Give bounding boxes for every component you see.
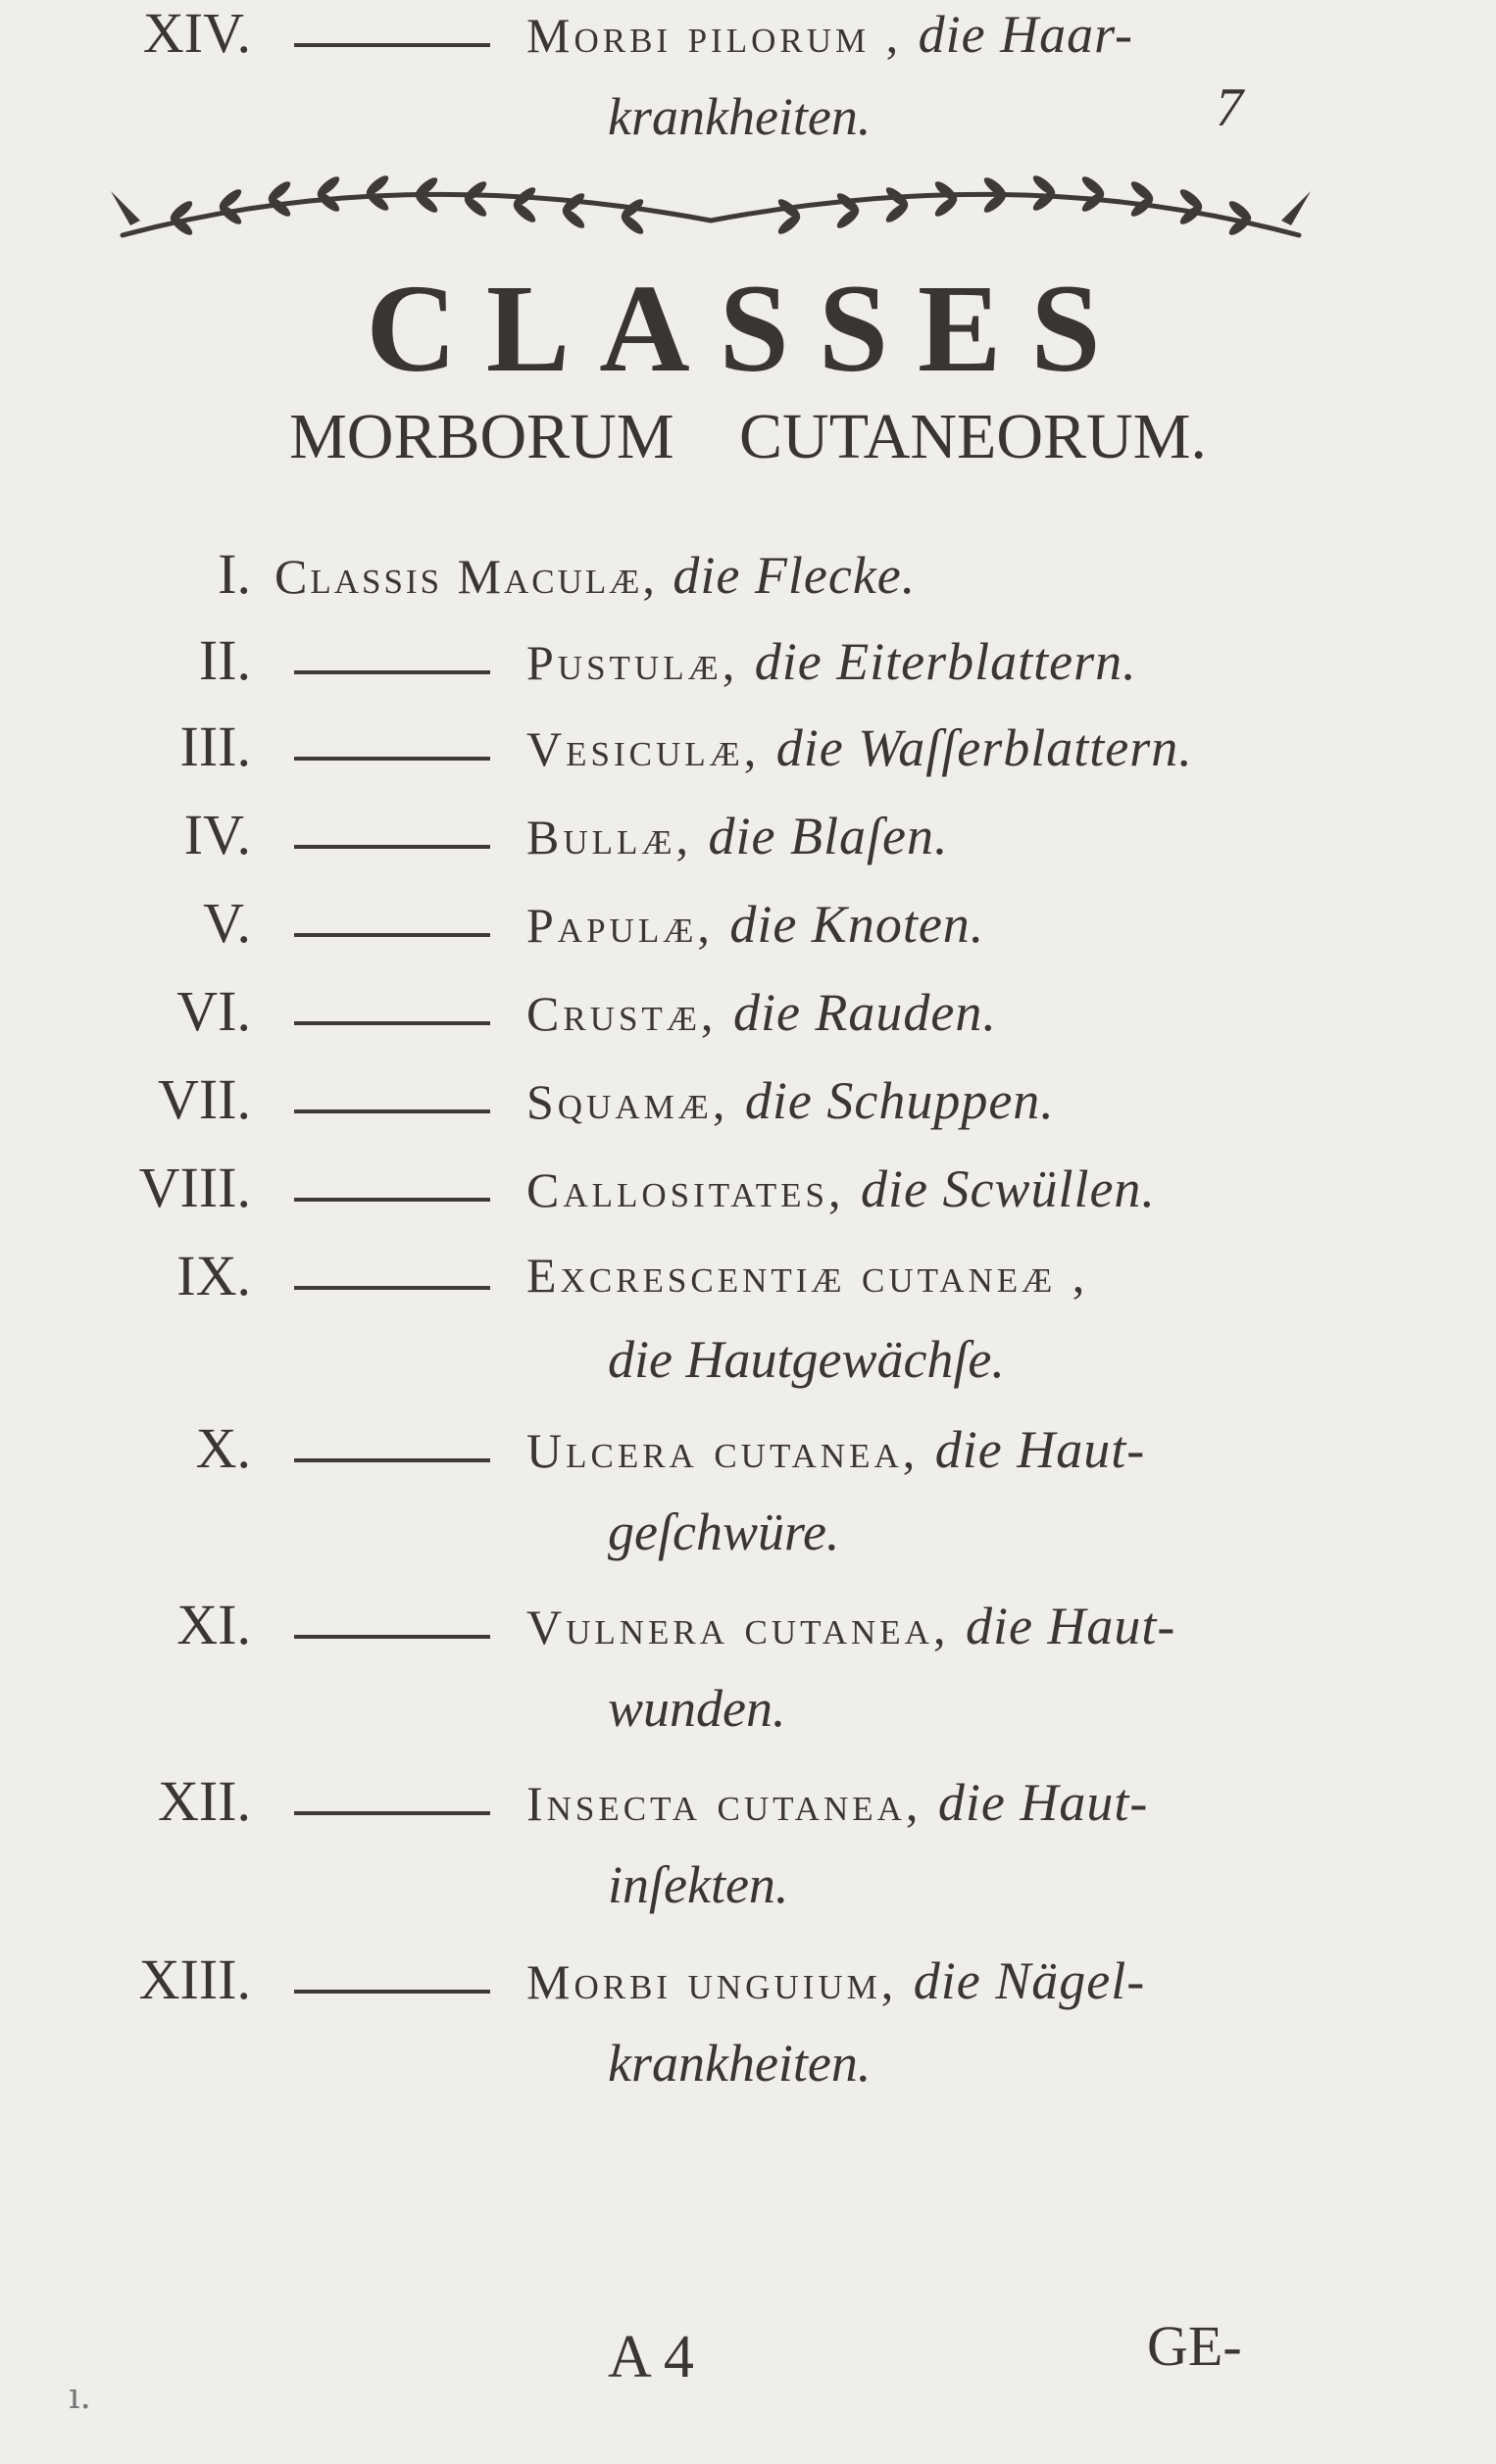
ditto-dash — [294, 1811, 490, 1815]
latin-term: Crustæ, — [526, 986, 718, 1041]
german-term: die Eiterblattern. — [754, 632, 1137, 691]
ditto-dash — [294, 933, 490, 937]
latin-term: Papulæ, — [526, 898, 714, 953]
latin-term: Ulcera cutanea, — [526, 1423, 920, 1478]
class-number: IX. — [176, 1244, 251, 1307]
german-term: die Haar- — [918, 5, 1133, 64]
class-entry — [0, 714, 1496, 802]
german-term: die Flecke. — [673, 546, 917, 605]
class-entry — [0, 1415, 1496, 1561]
german-term: die Haut- — [965, 1597, 1176, 1655]
class-entry-text — [526, 4, 1133, 65]
class-number: XIV. — [142, 1, 251, 65]
ditto-dash — [294, 1021, 490, 1025]
class-number: I. — [218, 542, 251, 606]
latin-term: Maculæ, — [457, 549, 658, 604]
class-number: IV. — [183, 803, 251, 866]
ditto-dash — [294, 1109, 490, 1113]
german-term: die Blaſen. — [708, 807, 949, 865]
margin-mark: ı. — [69, 2377, 91, 2417]
class-entry-text — [526, 1596, 1175, 1656]
german-term: die Haut- — [934, 1420, 1146, 1479]
class-entry — [0, 0, 1496, 146]
class-entry-text — [526, 806, 948, 866]
german-term: die Waſſerblattern. — [775, 718, 1193, 777]
class-entry — [0, 1768, 1496, 1914]
german-term: die Knoten. — [729, 895, 985, 954]
ditto-dash — [294, 757, 490, 761]
class-number: VIII. — [138, 1156, 251, 1219]
german-term-continuation: wunden. — [608, 1679, 786, 1738]
class-number: XII. — [157, 1769, 251, 1833]
german-term-continuation: die Hautgewächſe. — [608, 1330, 1005, 1389]
class-entry — [0, 1243, 1496, 1389]
class-entry — [0, 1066, 1496, 1155]
ditto-dash — [294, 1198, 490, 1202]
latin-term: Excrescentiæ cutaneæ , — [526, 1248, 1089, 1303]
class-entry-text — [526, 1419, 1145, 1480]
class-entry-text — [526, 1158, 1156, 1219]
latin-term: Vesiculæ, — [526, 721, 761, 776]
class-entry-text — [526, 1772, 1148, 1833]
class-number: XIII. — [138, 1947, 251, 2011]
class-entry-first — [0, 541, 1496, 629]
class-entry — [0, 978, 1496, 1066]
signature-mark: A 4 — [608, 2324, 694, 2390]
page-subtitle: MORBORUM CUTANEORUM. — [289, 401, 1207, 472]
german-term-continuation: inſekten. — [608, 1855, 789, 1914]
class-entry-text — [526, 894, 984, 955]
german-term-continuation: geſchwüre. — [608, 1503, 840, 1561]
class-entry — [0, 1947, 1496, 2093]
class-entry — [0, 1592, 1496, 1738]
class-entry-text — [526, 982, 997, 1043]
german-term: die Nägel- — [913, 1951, 1146, 2010]
class-number: XI. — [176, 1593, 251, 1656]
class-entry — [0, 802, 1496, 890]
class-entry — [0, 1155, 1496, 1243]
german-term-continuation: krankheiten. — [608, 87, 872, 146]
class-number: V. — [203, 891, 251, 955]
ditto-dash — [294, 1458, 490, 1462]
class-number: III. — [179, 715, 251, 778]
latin-term: Morbi unguium, — [526, 1954, 898, 2009]
latin-term: Morbi pilorum , — [526, 8, 903, 63]
german-term: die Haut- — [937, 1773, 1149, 1832]
page-title: CLASSES — [366, 259, 1130, 398]
class-entry-text — [526, 631, 1137, 692]
catchword: GE- — [1147, 2314, 1242, 2378]
german-term: die Schuppen. — [744, 1071, 1055, 1130]
class-entry-text — [526, 1247, 1088, 1304]
class-number: VII. — [157, 1067, 251, 1131]
latin-term: Squamæ, — [526, 1074, 729, 1129]
ditto-dash — [294, 670, 490, 674]
german-term-continuation: krankheiten. — [608, 2034, 872, 2093]
ditto-dash — [294, 43, 490, 47]
ditto-dash — [294, 1286, 490, 1290]
german-term: die Scwüllen. — [860, 1159, 1156, 1218]
classis-label: Classis — [274, 549, 443, 604]
latin-term: Vulnera cutanea, — [526, 1600, 950, 1654]
class-entry-text — [526, 717, 1193, 778]
vine-ornament-icon — [103, 152, 1319, 260]
latin-term: Insecta cutanea, — [526, 1776, 923, 1831]
german-term: die Rauden. — [732, 983, 997, 1042]
class-entry — [0, 890, 1496, 978]
class-number: VI. — [176, 979, 251, 1043]
latin-term: Callositates, — [526, 1162, 845, 1217]
class-entry — [0, 627, 1496, 715]
class-number: II. — [198, 628, 251, 692]
ditto-dash — [294, 845, 490, 849]
class-entry-text — [526, 1070, 1055, 1131]
ditto-dash — [294, 1635, 490, 1639]
latin-term: Pustulæ, — [526, 635, 739, 690]
class-entry-text — [526, 1950, 1145, 2011]
ditto-dash — [294, 1990, 490, 1994]
page-number: 7 — [1216, 77, 1243, 138]
latin-term: Bullæ, — [526, 810, 693, 864]
class-entry-text — [274, 545, 916, 606]
class-number: X. — [195, 1416, 251, 1480]
